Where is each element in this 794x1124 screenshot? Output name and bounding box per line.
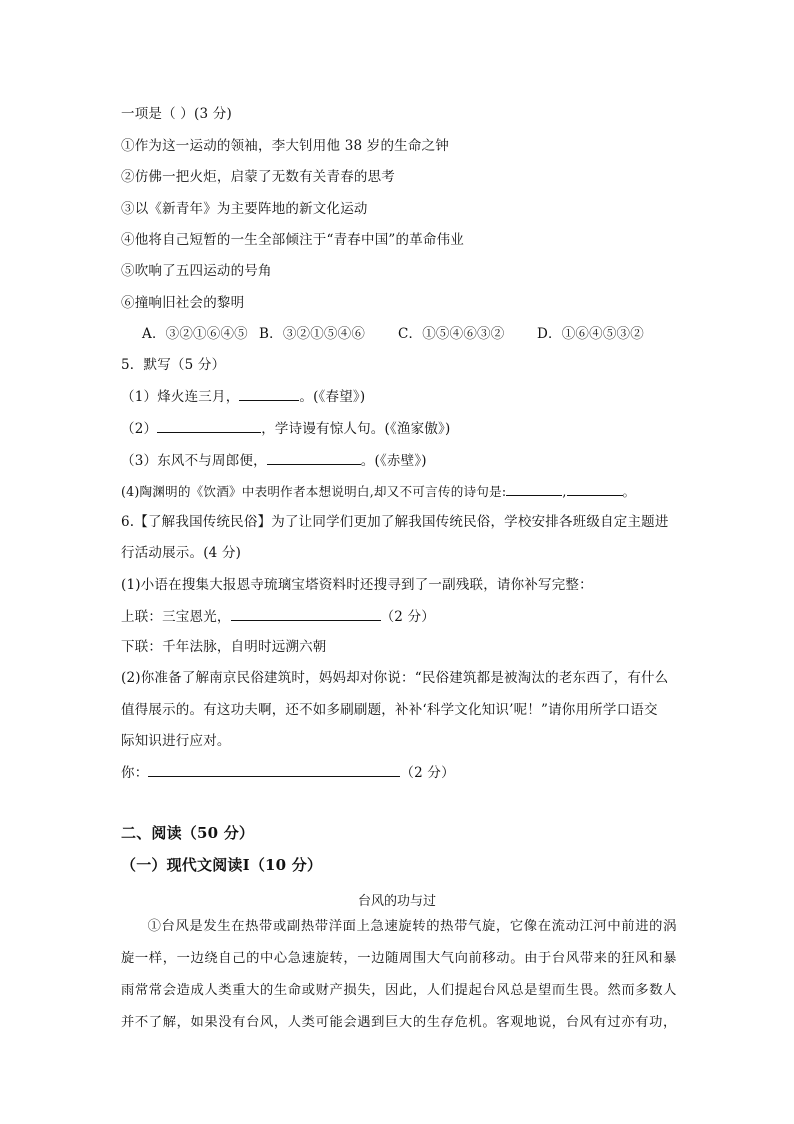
q5-line-2 (121, 418, 450, 439)
q5-line-1-prefix: （1）烽火连三月， (121, 389, 240, 405)
answer-blank (567, 481, 623, 496)
section-2-subheading: （一）现代文阅读Ⅰ（10 分） (121, 856, 323, 874)
q5-line-1-suffix: 。(《春望》) (299, 389, 366, 405)
q6-upper-prefix: 上联：三宝恩光， (121, 609, 231, 625)
q6-sub2-line-3: 际知识进行应对。 (121, 733, 231, 749)
q6-sub2-line-2: 值得展示的。有这功夫啊，还不如多刷刷题，补补‘科学文化知识’呢！”请你用所学口语交 (121, 702, 658, 718)
q6-heading-line-1: 6.【了解我国传统民俗】为了让同学们更加了解我国传统民俗，学校安排各班级自定主题进 (121, 514, 669, 530)
q6-you-answer (121, 762, 455, 783)
q5-line-4-prefix: (4)陶渊明的《饮酒》中表明作者本想说明白,却又不可言传的诗句是: (121, 484, 507, 499)
answer-blank (506, 481, 562, 496)
q6-upper-couplet (121, 606, 435, 627)
q6-sub2-line-1: (2)你准备了解南京民俗建筑时，妈妈却对你说：“民俗建筑都是被淘汰的老东西了，有什么 (121, 670, 669, 686)
section-2-heading: 二、阅读（50 分） (121, 824, 255, 842)
q4-option-c: C．①⑤④⑥③② (398, 326, 505, 342)
q4-item-4: ④他将自己短暂的一生全部倾注于“青春中国”的革命伟业 (121, 232, 465, 248)
q5-heading: 5．默写（5 分） (121, 357, 226, 373)
q5-line-3-prefix: （3）东风不与周郎便， (121, 453, 267, 469)
q4-option-d: D．①⑥④⑤③② (537, 326, 644, 342)
q6-you-prefix: 你： (121, 765, 149, 781)
q6-sub1: (1)小语在搜集大报恩寺琉璃宝塔资料时还搜寻到了一副残联，请你补写完整： (121, 577, 593, 593)
answer-blank (239, 386, 299, 401)
q5-line-4-suffix: 。 (622, 484, 636, 499)
q6-lower-couplet: 下联：千年法脉，自明时远溯六朝 (121, 639, 327, 655)
q5-line-4 (121, 481, 635, 502)
q4-item-1: ①作为这一运动的领袖，李大钊用他 38 岁的生命之钟 (121, 138, 449, 154)
q4-option-b: B．③②①⑤④⑥ (259, 326, 366, 342)
q5-line-2-prefix: （2） (121, 421, 158, 437)
answer-blank (231, 606, 381, 621)
q5-line-4-comma: , (562, 484, 567, 499)
q5-line-1 (121, 386, 365, 407)
q4-option-a: A．③②①⑥④⑤ (142, 326, 248, 342)
answer-blank (267, 450, 361, 465)
article-title: 台风的功与过 (357, 894, 436, 909)
q4-item-6: ⑥撞响旧社会的黎明 (121, 295, 245, 311)
q6-heading-line-2: 行活动展示。(4 分) (121, 545, 242, 561)
q4-options (142, 324, 644, 344)
q5-line-3 (121, 450, 427, 471)
q4-item-3: ③以《新青年》为主要阵地的新文化运动 (121, 201, 368, 217)
q4-stem-tail: 一项是（ ）(3 分) (121, 106, 232, 122)
answer-blank (157, 418, 261, 433)
q6-upper-score: （2 分） (380, 609, 435, 625)
q4-item-5: ⑤吹响了五四运动的号角 (121, 263, 272, 279)
article-paragraph-1: ①台风是发生在热带或副热带洋面上急速旋转的热带气旋，它像在流动江河中前进的涡旋一样，一边绕自己的中心急速旋转，一边随周围大气向前移动。由于台风带来的狂风和暴雨常常会造成人类重大的生命或财产损失，因此，人们提起台风总是望而生畏。然而多数人并不了解，如果没有台风，人类可能会遇到巨大的生存危机。客观地说，台风有过亦有功， (121, 919, 677, 1030)
q5-line-2-suffix: ，学诗谩有惊人句。(《渔家傲》) (261, 421, 451, 437)
q6-you-score: （2 分） (400, 765, 455, 781)
answer-blank (148, 762, 400, 777)
q5-line-3-suffix: 。(《赤壁》) (360, 453, 427, 469)
q4-item-2: ②仿佛一把火炬，启蒙了无数有关青春的思考 (121, 169, 395, 185)
